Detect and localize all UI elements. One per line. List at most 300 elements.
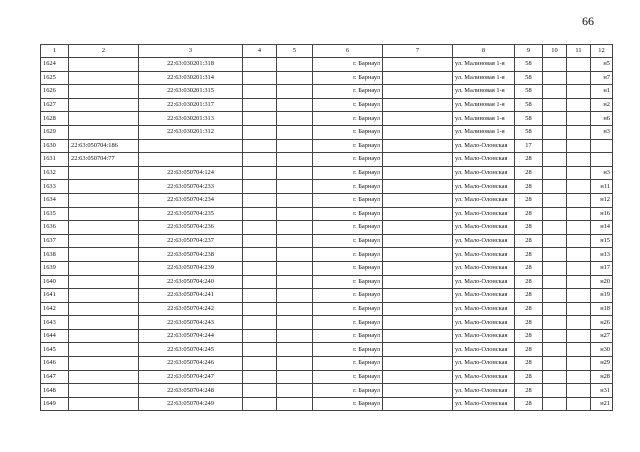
table-row — [41, 139, 613, 153]
cadastral-number-cell: 22:63:050704:235 — [139, 207, 243, 221]
street-cell: ул. Малиновая 1-я — [453, 98, 515, 112]
cadastral-number-old-cell — [69, 125, 139, 139]
col-5-cell — [277, 329, 313, 343]
col-5-cell — [277, 180, 313, 194]
locality-cell: г. Барнаул — [313, 343, 383, 357]
locality-cell: г. Барнаул — [313, 289, 383, 303]
house-number-cell: 58 — [515, 98, 543, 112]
street-cell: ул. Мало-Олонская — [453, 329, 515, 343]
point-label-cell: н5 — [591, 58, 613, 72]
col-10-cell — [543, 139, 567, 153]
cadastral-number-cell: 22:63:050704:233 — [139, 180, 243, 194]
table-row — [41, 370, 613, 384]
col-10-cell — [543, 384, 567, 398]
street-cell: ул. Малиновая 1-я — [453, 85, 515, 99]
column-header-7: 7 — [383, 45, 453, 58]
column-header-12: 12 — [591, 45, 613, 58]
col-11-cell — [567, 85, 591, 99]
table-row — [41, 261, 613, 275]
col-11-cell — [567, 329, 591, 343]
col-4-cell — [243, 234, 277, 248]
col-11-cell — [567, 71, 591, 85]
cadastral-number-cell: 22:63:030201:317 — [139, 98, 243, 112]
table-row — [41, 384, 613, 398]
locality-cell: г. Барнаул — [313, 316, 383, 330]
col-5-cell — [277, 125, 313, 139]
cadastral-number-cell: 22:63:030201:313 — [139, 112, 243, 126]
street-cell: ул. Мало-Олонская — [453, 139, 515, 153]
col-7-cell — [383, 85, 453, 99]
registry-table — [40, 44, 613, 411]
street-cell: ул. Мало-Олонская — [453, 180, 515, 194]
col-4-cell — [243, 139, 277, 153]
col-11-cell — [567, 112, 591, 126]
house-number-cell: 28 — [515, 275, 543, 289]
col-7-cell — [383, 370, 453, 384]
street-cell: ул. Малиновая 1-я — [453, 125, 515, 139]
col-7-cell — [383, 58, 453, 72]
cadastral-number-old-cell — [69, 343, 139, 357]
row-number-cell: 1638 — [41, 248, 69, 262]
column-header-11: 11 — [567, 45, 591, 58]
house-number-cell: 28 — [515, 397, 543, 411]
col-10-cell — [543, 125, 567, 139]
col-7-cell — [383, 275, 453, 289]
house-number-cell: 28 — [515, 180, 543, 194]
col-4-cell — [243, 58, 277, 72]
col-10-cell — [543, 289, 567, 303]
street-cell: ул. Мало-Олонская — [453, 207, 515, 221]
locality-cell: г. Барнаул — [313, 234, 383, 248]
col-5-cell — [277, 248, 313, 262]
point-label-cell: н20 — [591, 275, 613, 289]
street-cell: ул. Мало-Олонская — [453, 343, 515, 357]
col-4-cell — [243, 302, 277, 316]
row-number-cell: 1634 — [41, 193, 69, 207]
cadastral-number-old-cell — [69, 302, 139, 316]
cadastral-number-old-cell — [69, 384, 139, 398]
col-7-cell — [383, 180, 453, 194]
locality-cell: г. Барнаул — [313, 112, 383, 126]
row-number-cell: 1643 — [41, 316, 69, 330]
point-label-cell: н21 — [591, 397, 613, 411]
col-5-cell — [277, 207, 313, 221]
cadastral-number-old-cell — [69, 85, 139, 99]
point-label-cell: н1 — [591, 85, 613, 99]
col-11-cell — [567, 180, 591, 194]
street-cell: ул. Мало-Олонская — [453, 370, 515, 384]
house-number-cell: 28 — [515, 343, 543, 357]
row-number-cell: 1637 — [41, 234, 69, 248]
col-11-cell — [567, 370, 591, 384]
locality-cell: г. Барнаул — [313, 58, 383, 72]
col-11-cell — [567, 221, 591, 235]
cadastral-number-cell: 22:63:050704:238 — [139, 248, 243, 262]
col-4-cell — [243, 180, 277, 194]
col-10-cell — [543, 221, 567, 235]
row-number-cell: 1649 — [41, 397, 69, 411]
cadastral-number-old-cell — [69, 261, 139, 275]
col-4-cell — [243, 384, 277, 398]
col-10-cell — [543, 153, 567, 167]
col-10-cell — [543, 316, 567, 330]
point-label-cell: н16 — [591, 207, 613, 221]
row-number-cell: 1633 — [41, 180, 69, 194]
table-row — [41, 316, 613, 330]
col-7-cell — [383, 329, 453, 343]
col-10-cell — [543, 397, 567, 411]
col-10-cell — [543, 329, 567, 343]
cadastral-number-old-cell: 22:63:050704:186 — [69, 139, 139, 153]
house-number-cell: 28 — [515, 166, 543, 180]
house-number-cell: 28 — [515, 289, 543, 303]
col-11-cell — [567, 166, 591, 180]
col-5-cell — [277, 166, 313, 180]
col-11-cell — [567, 289, 591, 303]
street-cell: ул. Мало-Олонская — [453, 221, 515, 235]
row-number-cell: 1648 — [41, 384, 69, 398]
cadastral-number-cell: 22:63:050704:241 — [139, 289, 243, 303]
cadastral-number-old-cell — [69, 166, 139, 180]
street-cell: ул. Мало-Олонская — [453, 289, 515, 303]
col-4-cell — [243, 166, 277, 180]
cadastral-number-old-cell — [69, 329, 139, 343]
table-row — [41, 221, 613, 235]
house-number-cell: 28 — [515, 207, 543, 221]
street-cell: ул. Мало-Олонская — [453, 153, 515, 167]
cadastral-number-old-cell — [69, 58, 139, 72]
table-row — [41, 207, 613, 221]
street-cell: ул. Мало-Олонская — [453, 166, 515, 180]
table-row — [41, 193, 613, 207]
house-number-cell: 17 — [515, 139, 543, 153]
table-row — [41, 58, 613, 72]
house-number-cell: 28 — [515, 370, 543, 384]
col-11-cell — [567, 343, 591, 357]
column-header-8: 8 — [453, 45, 515, 58]
col-5-cell — [277, 193, 313, 207]
street-cell: ул. Малиновая 1-я — [453, 71, 515, 85]
col-7-cell — [383, 112, 453, 126]
cadastral-number-old-cell — [69, 370, 139, 384]
col-7-cell — [383, 166, 453, 180]
col-7-cell — [383, 71, 453, 85]
table-row — [41, 289, 613, 303]
column-header-10: 10 — [543, 45, 567, 58]
table-row — [41, 302, 613, 316]
col-11-cell — [567, 193, 591, 207]
row-number-cell: 1624 — [41, 58, 69, 72]
cadastral-number-old-cell — [69, 207, 139, 221]
cadastral-number-cell: 22:63:050704:246 — [139, 357, 243, 371]
locality-cell: г. Барнаул — [313, 180, 383, 194]
locality-cell: г. Барнаул — [313, 207, 383, 221]
table-row — [41, 357, 613, 371]
col-5-cell — [277, 234, 313, 248]
street-cell: ул. Малиновая 1-я — [453, 58, 515, 72]
row-number-cell: 1646 — [41, 357, 69, 371]
table-row — [41, 71, 613, 85]
col-5-cell — [277, 221, 313, 235]
cadastral-number-cell: 22:63:050704:249 — [139, 397, 243, 411]
col-10-cell — [543, 343, 567, 357]
col-4-cell — [243, 316, 277, 330]
col-11-cell — [567, 302, 591, 316]
col-5-cell — [277, 357, 313, 371]
col-10-cell — [543, 166, 567, 180]
cadastral-number-cell: 22:63:050704:239 — [139, 261, 243, 275]
locality-cell: г. Барнаул — [313, 193, 383, 207]
row-number-cell: 1626 — [41, 85, 69, 99]
cadastral-number-cell: 22:63:050704:243 — [139, 316, 243, 330]
locality-cell: г. Барнаул — [313, 261, 383, 275]
table-row — [41, 397, 613, 411]
locality-cell: г. Барнаул — [313, 98, 383, 112]
col-10-cell — [543, 58, 567, 72]
house-number-cell: 28 — [515, 234, 543, 248]
row-number-cell: 1629 — [41, 125, 69, 139]
cadastral-number-cell: 22:63:030201:312 — [139, 125, 243, 139]
col-4-cell — [243, 343, 277, 357]
locality-cell: г. Барнаул — [313, 166, 383, 180]
row-number-cell: 1631 — [41, 153, 69, 167]
point-label-cell: н15 — [591, 234, 613, 248]
cadastral-number-old-cell — [69, 289, 139, 303]
point-label-cell: н14 — [591, 221, 613, 235]
row-number-cell: 1639 — [41, 261, 69, 275]
row-number-cell: 1627 — [41, 98, 69, 112]
col-11-cell — [567, 248, 591, 262]
point-label-cell: н17 — [591, 261, 613, 275]
street-cell: ул. Мало-Олонская — [453, 302, 515, 316]
locality-cell: г. Барнаул — [313, 71, 383, 85]
row-number-cell: 1625 — [41, 71, 69, 85]
cadastral-number-cell: 22:63:050704:245 — [139, 343, 243, 357]
cadastral-number-old-cell — [69, 71, 139, 85]
col-4-cell — [243, 112, 277, 126]
point-label-cell: н7 — [591, 71, 613, 85]
col-4-cell — [243, 248, 277, 262]
cadastral-number-old-cell — [69, 357, 139, 371]
cadastral-number-old-cell — [69, 221, 139, 235]
col-11-cell — [567, 261, 591, 275]
cadastral-number-cell: 22:63:050704:237 — [139, 234, 243, 248]
col-5-cell — [277, 316, 313, 330]
col-7-cell — [383, 153, 453, 167]
col-10-cell — [543, 71, 567, 85]
col-4-cell — [243, 329, 277, 343]
col-11-cell — [567, 98, 591, 112]
col-11-cell — [567, 275, 591, 289]
col-10-cell — [543, 261, 567, 275]
col-4-cell — [243, 71, 277, 85]
col-5-cell — [277, 289, 313, 303]
col-4-cell — [243, 221, 277, 235]
cadastral-number-old-cell — [69, 98, 139, 112]
cadastral-number-old-cell — [69, 275, 139, 289]
row-number-cell: 1628 — [41, 112, 69, 126]
column-header-1: 1 — [41, 45, 69, 58]
row-number-cell: 1647 — [41, 370, 69, 384]
cadastral-number-old-cell — [69, 234, 139, 248]
col-5-cell — [277, 98, 313, 112]
page-number: 66 — [582, 14, 594, 28]
col-5-cell — [277, 139, 313, 153]
col-4-cell — [243, 207, 277, 221]
cadastral-number-cell: 22:63:030201:315 — [139, 85, 243, 99]
col-7-cell — [383, 261, 453, 275]
cadastral-number-old-cell — [69, 193, 139, 207]
column-header-2: 2 — [69, 45, 139, 58]
locality-cell: г. Барнаул — [313, 248, 383, 262]
table-row — [41, 112, 613, 126]
col-10-cell — [543, 180, 567, 194]
col-5-cell — [277, 384, 313, 398]
cadastral-number-cell: 22:63:050704:234 — [139, 193, 243, 207]
col-11-cell — [567, 153, 591, 167]
row-number-cell: 1641 — [41, 289, 69, 303]
col-11-cell — [567, 125, 591, 139]
row-number-cell: 1635 — [41, 207, 69, 221]
col-10-cell — [543, 275, 567, 289]
house-number-cell: 28 — [515, 357, 543, 371]
col-11-cell — [567, 139, 591, 153]
locality-cell: г. Барнаул — [313, 139, 383, 153]
col-10-cell — [543, 248, 567, 262]
col-11-cell — [567, 397, 591, 411]
cadastral-number-old-cell — [69, 248, 139, 262]
col-7-cell — [383, 289, 453, 303]
col-10-cell — [543, 370, 567, 384]
cadastral-number-cell: 22:63:050704:236 — [139, 221, 243, 235]
col-7-cell — [383, 125, 453, 139]
col-5-cell — [277, 153, 313, 167]
house-number-cell: 58 — [515, 125, 543, 139]
locality-cell: г. Барнаул — [313, 153, 383, 167]
row-number-cell: 1644 — [41, 329, 69, 343]
point-label-cell — [591, 139, 613, 153]
col-7-cell — [383, 343, 453, 357]
cadastral-number-old-cell — [69, 112, 139, 126]
point-label-cell: н28 — [591, 370, 613, 384]
locality-cell: г. Барнаул — [313, 384, 383, 398]
col-5-cell — [277, 275, 313, 289]
col-5-cell — [277, 71, 313, 85]
house-number-cell: 28 — [515, 261, 543, 275]
cadastral-number-cell: 22:63:050704:242 — [139, 302, 243, 316]
house-number-cell: 28 — [515, 302, 543, 316]
col-7-cell — [383, 193, 453, 207]
col-7-cell — [383, 234, 453, 248]
point-label-cell: н13 — [591, 248, 613, 262]
table-row — [41, 343, 613, 357]
house-number-cell: 28 — [515, 316, 543, 330]
col-4-cell — [243, 153, 277, 167]
house-number-cell: 58 — [515, 112, 543, 126]
col-4-cell — [243, 261, 277, 275]
col-11-cell — [567, 316, 591, 330]
cadastral-number-cell: 22:63:050704:124 — [139, 166, 243, 180]
locality-cell: г. Барнаул — [313, 85, 383, 99]
column-header-9: 9 — [515, 45, 543, 58]
locality-cell: г. Барнаул — [313, 125, 383, 139]
street-cell: ул. Мало-Олонская — [453, 261, 515, 275]
point-label-cell: н11 — [591, 180, 613, 194]
locality-cell: г. Барнаул — [313, 397, 383, 411]
col-5-cell — [277, 58, 313, 72]
row-number-cell: 1642 — [41, 302, 69, 316]
street-cell: ул. Мало-Олонская — [453, 397, 515, 411]
locality-cell: г. Барнаул — [313, 329, 383, 343]
cadastral-number-old-cell — [69, 316, 139, 330]
col-7-cell — [383, 139, 453, 153]
col-5-cell — [277, 302, 313, 316]
column-header-6: 6 — [313, 45, 383, 58]
point-label-cell: н12 — [591, 193, 613, 207]
locality-cell: г. Барнаул — [313, 370, 383, 384]
street-cell: ул. Мало-Олонская — [453, 384, 515, 398]
col-5-cell — [277, 85, 313, 99]
cadastral-number-cell — [139, 153, 243, 167]
street-cell: ул. Мало-Олонская — [453, 234, 515, 248]
col-7-cell — [383, 384, 453, 398]
table-row — [41, 234, 613, 248]
street-cell: ул. Мало-Олонская — [453, 275, 515, 289]
col-4-cell — [243, 357, 277, 371]
col-10-cell — [543, 207, 567, 221]
col-7-cell — [383, 221, 453, 235]
col-4-cell — [243, 98, 277, 112]
table-row — [41, 248, 613, 262]
col-5-cell — [277, 343, 313, 357]
col-7-cell — [383, 397, 453, 411]
col-10-cell — [543, 112, 567, 126]
col-10-cell — [543, 302, 567, 316]
street-cell: ул. Мало-Олонская — [453, 316, 515, 330]
col-4-cell — [243, 370, 277, 384]
house-number-cell: 28 — [515, 329, 543, 343]
column-header-4: 4 — [243, 45, 277, 58]
locality-cell: г. Барнаул — [313, 275, 383, 289]
street-cell: ул. Мало-Олонская — [453, 248, 515, 262]
col-11-cell — [567, 58, 591, 72]
cadastral-number-old-cell: 22:63:050704:77 — [69, 153, 139, 167]
col-10-cell — [543, 98, 567, 112]
col-10-cell — [543, 234, 567, 248]
row-number-cell: 1645 — [41, 343, 69, 357]
locality-cell: г. Барнаул — [313, 302, 383, 316]
cadastral-number-cell: 22:63:050704:240 — [139, 275, 243, 289]
col-4-cell — [243, 125, 277, 139]
point-label-cell: н18 — [591, 302, 613, 316]
col-5-cell — [277, 261, 313, 275]
table-row — [41, 125, 613, 139]
col-7-cell — [383, 248, 453, 262]
table-body — [41, 58, 613, 411]
point-label-cell: н26 — [591, 316, 613, 330]
column-header-3: 3 — [139, 45, 243, 58]
house-number-cell: 28 — [515, 153, 543, 167]
cadastral-number-cell: 22:63:050704:244 — [139, 329, 243, 343]
point-label-cell: н30 — [591, 343, 613, 357]
col-4-cell — [243, 275, 277, 289]
col-10-cell — [543, 193, 567, 207]
col-11-cell — [567, 384, 591, 398]
cadastral-number-cell: 22:63:030201:314 — [139, 71, 243, 85]
house-number-cell: 58 — [515, 85, 543, 99]
point-label-cell — [591, 153, 613, 167]
table-row — [41, 166, 613, 180]
